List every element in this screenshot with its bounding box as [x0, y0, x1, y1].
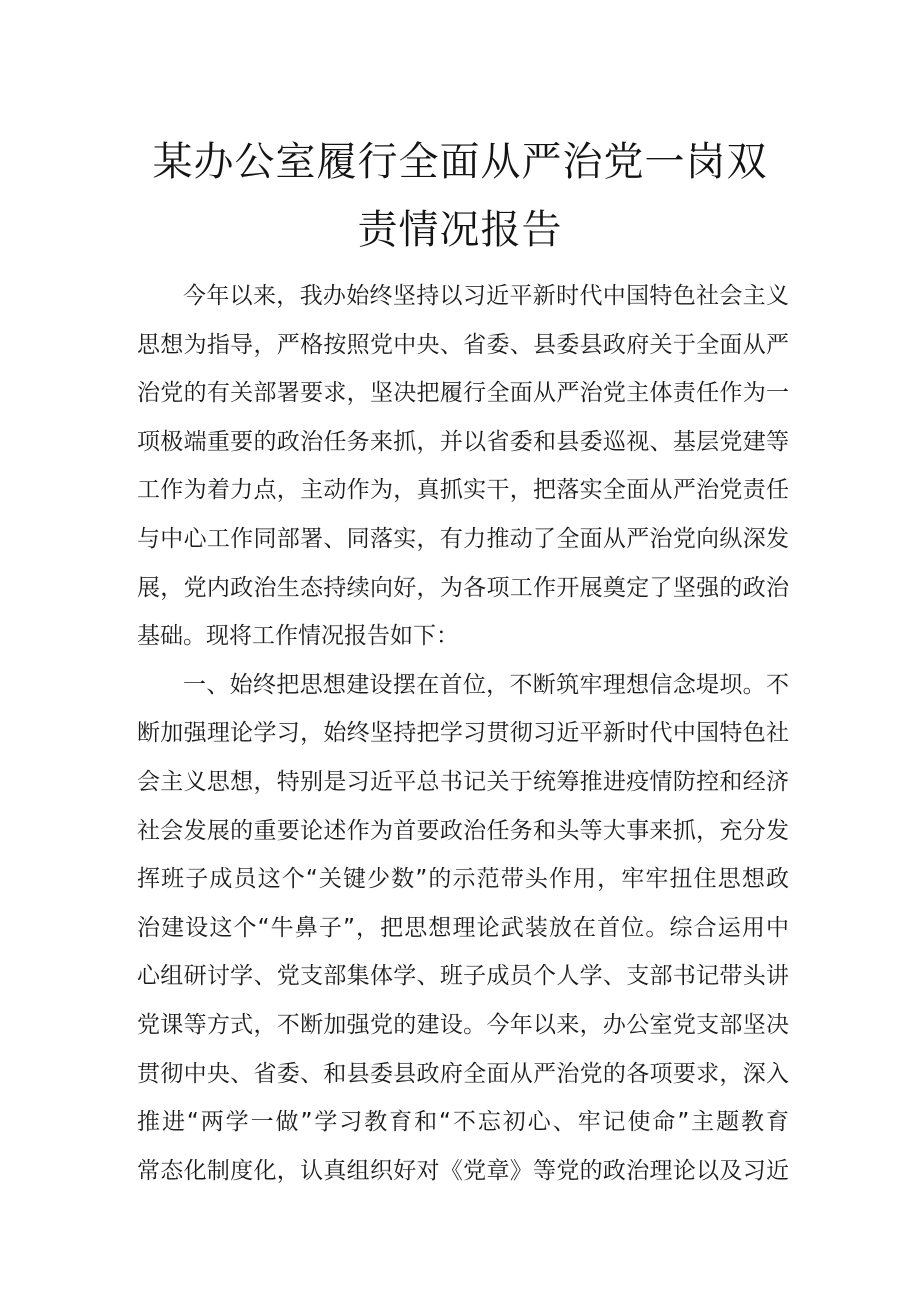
body-line: 挥班子成员这个“关键少数”的示范带头作用，牢牢扭住思想政 [137, 866, 789, 893]
body-line: 党课等方式，不断加强党的建设。今年以来，办公室党支部坚决 [137, 1011, 789, 1038]
body-line: 常态化制度化，认真组织好对《党章》等党的政治理论以及习近 [137, 1157, 789, 1184]
body-line: 心组研讨学、党支部集体学、班子成员个人学、支部书记带头讲 [137, 963, 789, 990]
body-line: 社会发展的重要论述作为首要政治任务和头等大事来抓，充分发 [137, 817, 789, 844]
body-line: 与中心工作同部署、同落实，有力推动了全面从严治党向纵深发 [137, 525, 789, 552]
body-line: 项极端重要的政治任务来抓，并以省委和县委巡视、基层党建等 [137, 428, 789, 455]
body-line: 工作为着力点，主动作为，真抓实干，把落实全面从严治党责任 [137, 477, 789, 504]
document-title-line1: 某办公室履行全面从严治党一岗双 [152, 139, 768, 185]
document-title-line2: 责情况报告 [357, 207, 563, 253]
body-line: 今年以来，我办始终坚持以习近平新时代中国特色社会主义 [183, 283, 789, 309]
body-line: 治建设这个“牛鼻子”，把思想理论武装放在首位。综合运用中 [137, 914, 789, 941]
body-line: 推进“两学一做”学习教育和“不忘初心、牢记使命”主题教育 [137, 1109, 789, 1136]
body-line: 一、始终把思想建设摆在首位，不断筑牢理想信念堤坝。不 [183, 671, 789, 698]
body-line: 展，党内政治生态持续向好，为各项工作开展奠定了坚强的政治 [137, 574, 789, 601]
body-line: 会主义思想，特别是习近平总书记关于统筹推进疫情防控和经济 [137, 768, 789, 795]
body-line: 思想为指导，严格按照党中央、省委、县委县政府关于全面从严 [137, 331, 789, 358]
body-line: 治党的有关部署要求，坚决把履行全面从严治党主体责任作为一 [137, 380, 789, 407]
body-line: 基础。现将工作情况报告如下： [137, 623, 459, 650]
document-body [137, 272, 789, 1195]
body-line: 贯彻中央、省委、和县委县政府全面从严治党的各项要求，深入 [137, 1060, 789, 1087]
body-line: 断加强理论学习，始终坚持把学习贯彻习近平新时代中国特色社 [137, 720, 789, 747]
